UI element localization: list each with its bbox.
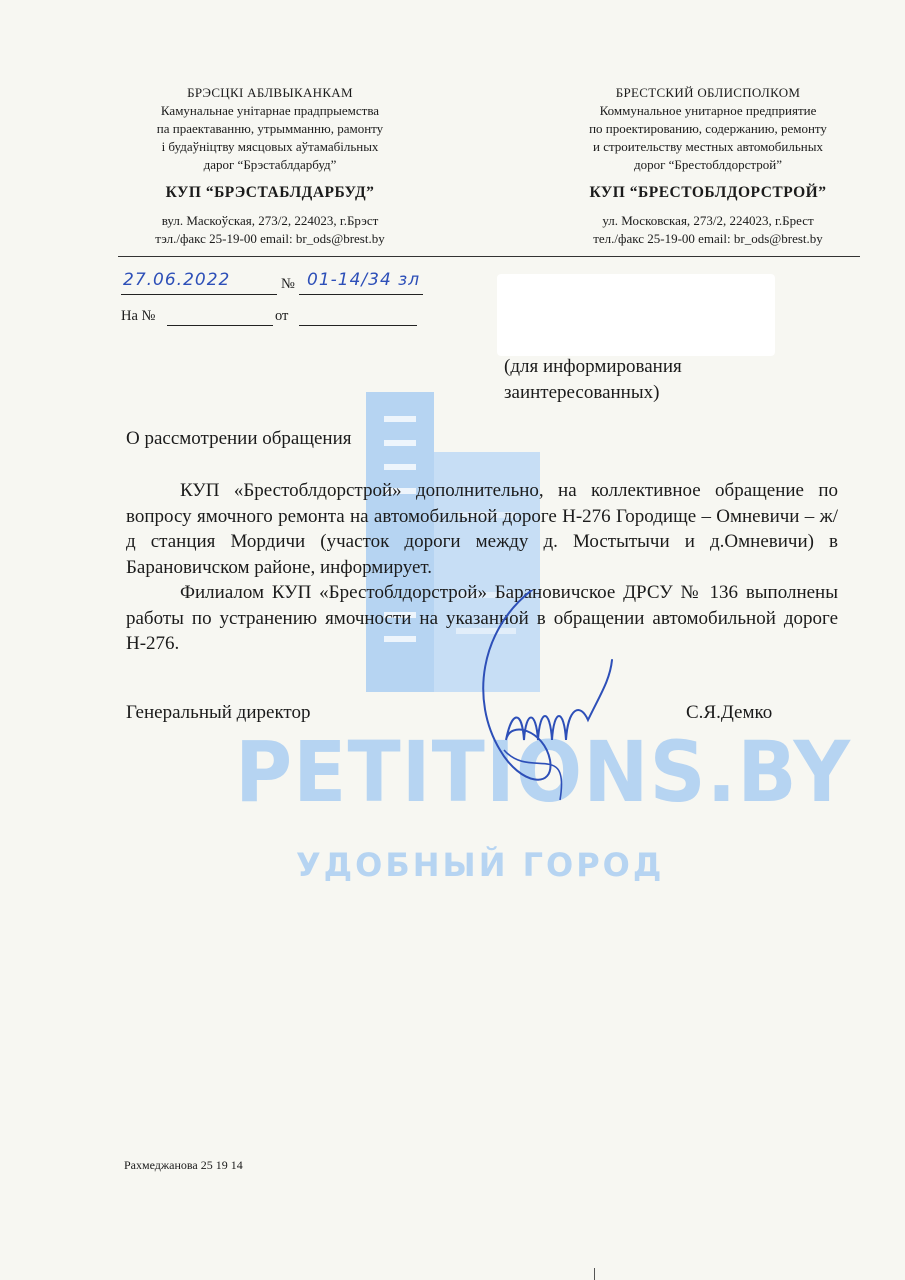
inbound-number-blank [167,325,273,326]
org-line: і будаўніцтву мясцовых аўтамабільных [161,139,379,154]
org-line: дарог “Брэстаблдарбуд” [203,157,337,172]
handwritten-signature-icon [460,590,620,810]
org-address: ул. Московская, 273/2, 224023, г.Брест [602,213,814,228]
watermark-brand: PETITIONS.BY [235,724,851,822]
letterhead-divider [118,256,860,257]
authority-name: БРЕСТСКИЙ ОБЛИСПОЛКОМ [615,85,801,100]
addressee-line: (для информирования [504,356,682,377]
org-address: вул. Маскоўская, 273/2, 224023, г.Брэст [161,213,379,228]
addressee-line: заинтересованных) [504,382,660,403]
org-line: Камунальнае унітарнае прадпрыемства [160,103,380,118]
authority-name: БРЭСЦКІ АБЛВЫКАНКАМ [187,85,353,100]
org-line: и строительству местных автомобильных [592,139,823,154]
inbound-date-blank [299,325,417,326]
watermark-tagline: УДОБНЫЙ ГОРОД [296,846,665,884]
date-underline [121,294,277,295]
addressee-note [504,354,834,406]
inbound-reference-row [121,308,421,330]
inbound-date-label: от [275,308,289,324]
signatory-name: С.Я.Демко [686,702,773,723]
number-underline [299,294,423,295]
reference-date: 27.06.2022 [123,270,231,290]
letter-subject: О рассмотрении обращения [126,428,352,449]
letterhead-right [538,84,878,248]
body-paragraph: КУП «Брестоблдорстрой» дополнительно, на коллективное обращение по вопросу ямочного ремонта на автомобильной дороге Н-276 Городище – Омневичи – ж/д станция Мордичи (участок дороги между д. Мостытычи и д.Омневичи) в Барановичском районе, информирует. [126,480,838,578]
redacted-addressee [497,274,775,356]
org-line: по проектированию, содержанию, ремонту [589,121,827,136]
inbound-number-label: На № [121,308,156,324]
reference-row [121,268,501,300]
scan-artifact [594,1268,595,1280]
org-line: дорог “Брестоблдорстрой” [633,157,783,172]
body-paragraph: Филиалом КУП «Брестоблдорстрой» Барановичское ДРСУ № 136 выполнены работы по устранению ямочности на указанной в обращении автомобильной дороге Н-276. [126,582,838,654]
org-line: Коммунальное унитарное предприятие [599,103,817,118]
org-contacts: тэл./факс 25-19-00 email: br_ods@brest.by [155,231,385,246]
org-line: па праектаванню, утрымманню, рамонту [156,121,384,136]
letterhead-left [100,84,440,248]
org-abbreviation: КУП “БРЕСТОБЛДОРСТРОЙ” [589,184,827,201]
org-contacts: тел./факс 25-19-00 email: br_ods@brest.by [593,231,823,246]
executor-contact: Рахмеджанова 25 19 14 [124,1158,243,1172]
reference-number: 01-14/34 зл [307,270,421,290]
number-sign: № [281,276,295,292]
signatory-title: Генеральный директор [126,702,311,723]
org-abbreviation: КУП “БРЭСТАБЛДАРБУД” [165,184,375,201]
